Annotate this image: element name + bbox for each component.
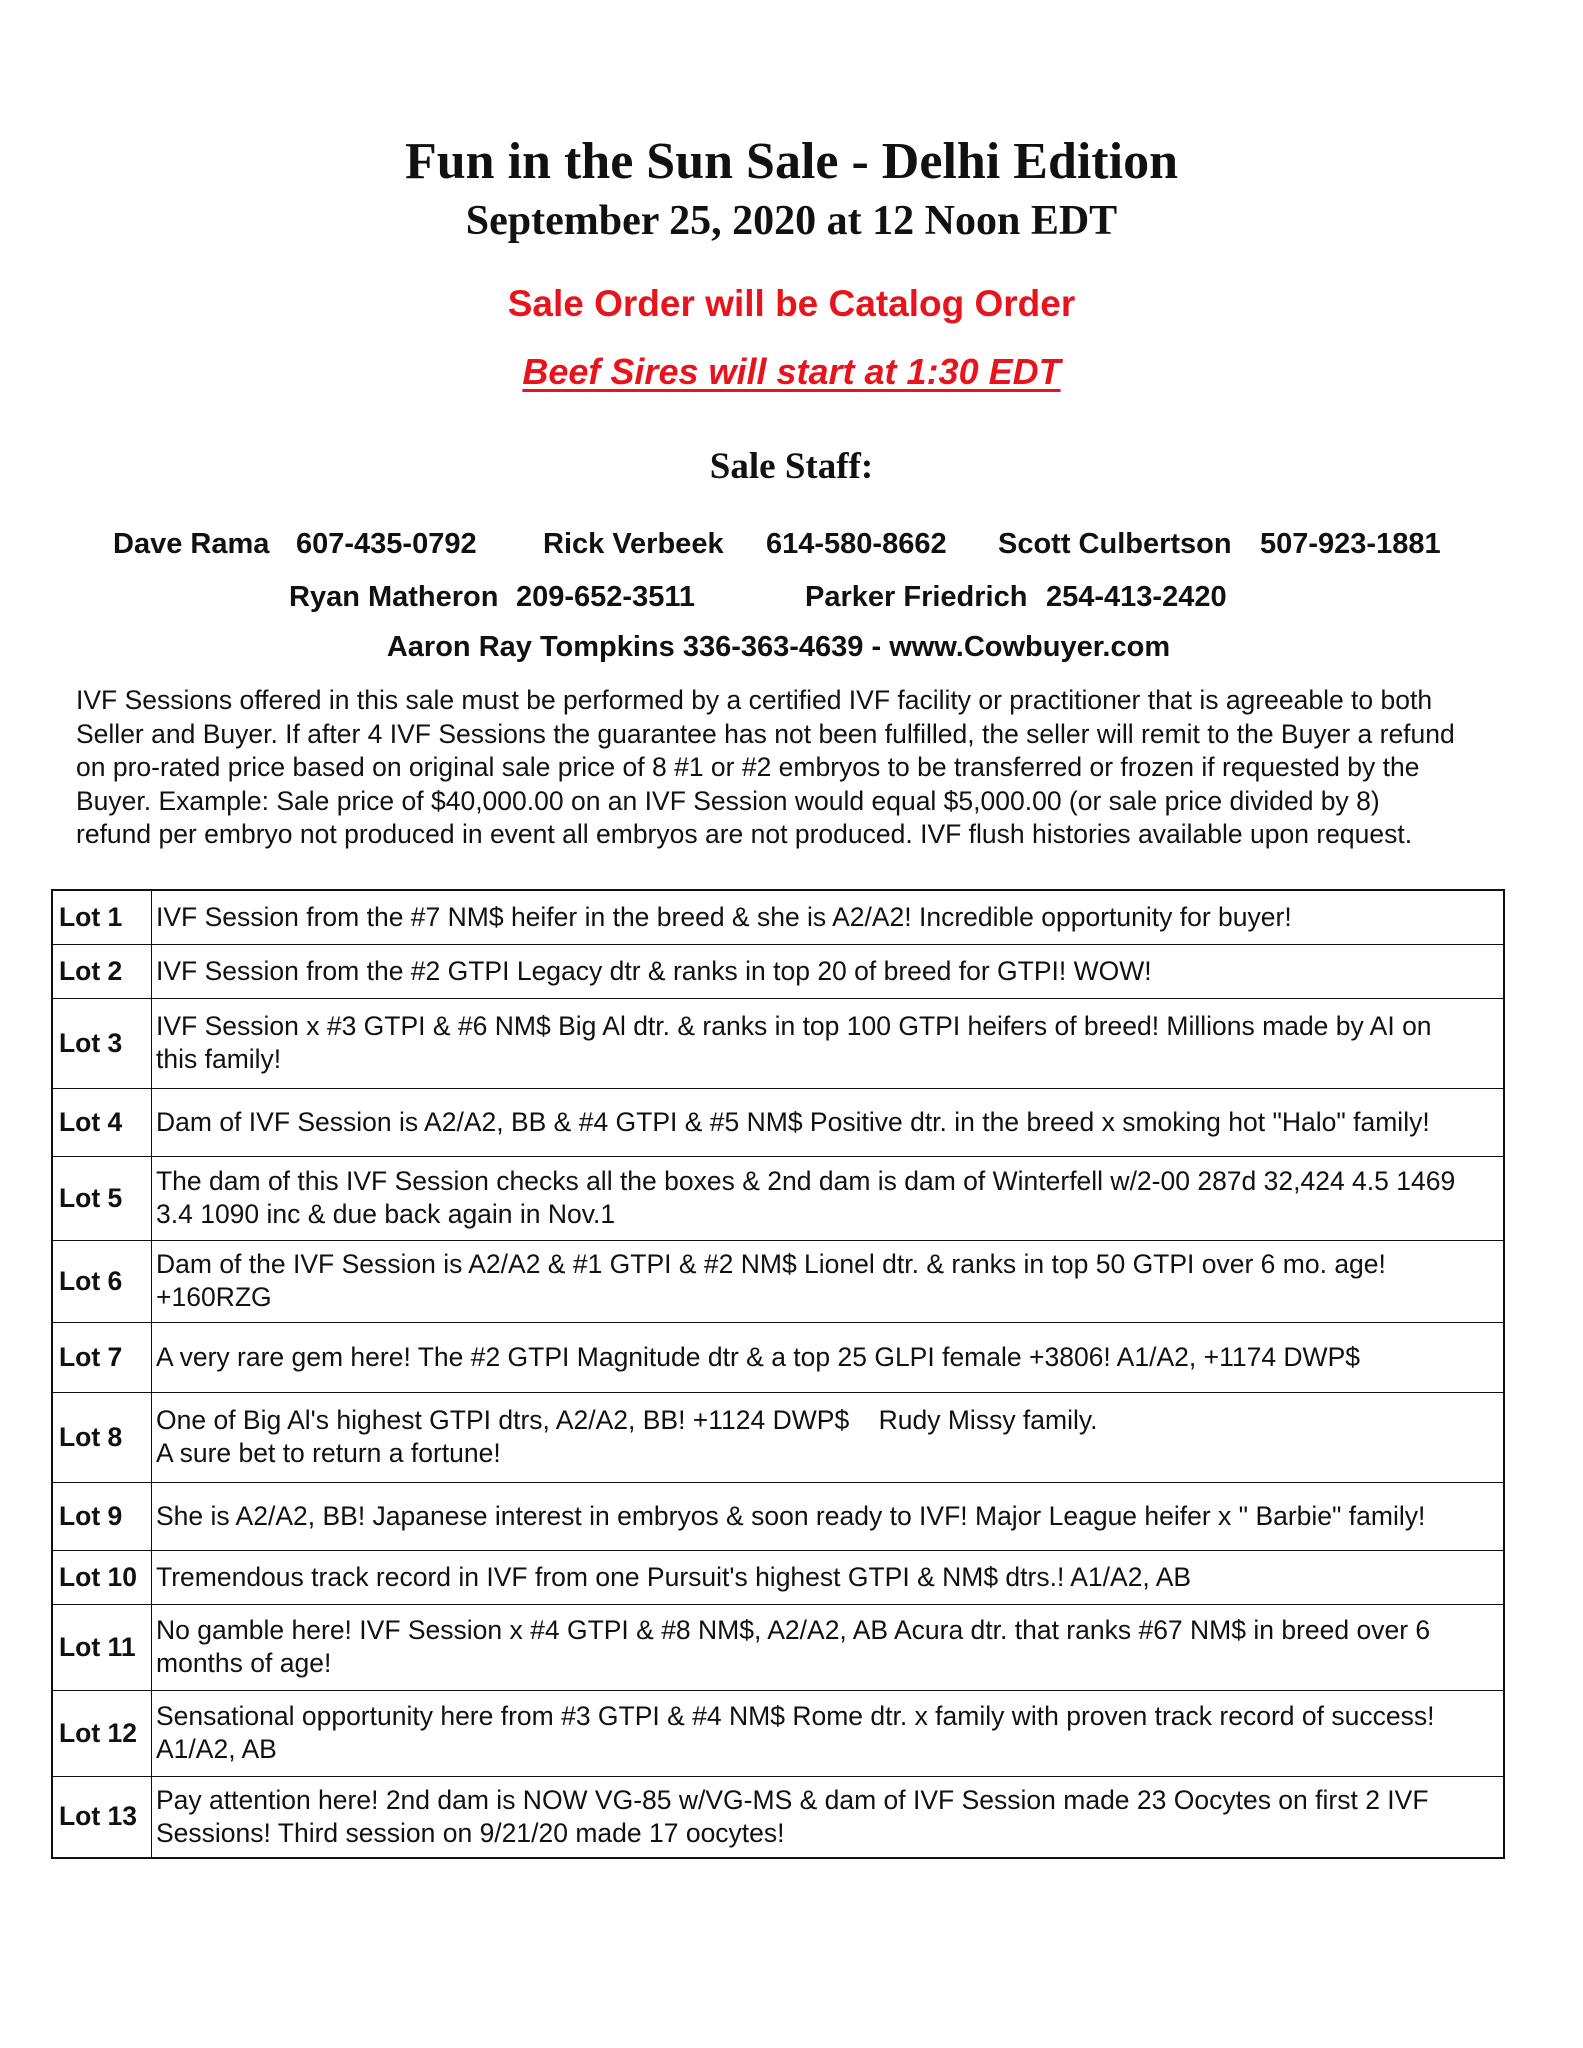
sale-staff-heading: Sale Staff: bbox=[709, 446, 874, 487]
staff-name-parker-friedrich: Parker Friedrich bbox=[805, 581, 1028, 613]
lot-description bbox=[152, 1482, 1505, 1550]
lot-description-line: months of age! bbox=[156, 1648, 332, 1678]
lot-description-line: Dam of IVF Session is A2/A2, BB & #4 GTPI & #5 NM$ Positive dtr. in the breed x smoking hot "Halo" family! bbox=[156, 1106, 1430, 1137]
lot-description bbox=[152, 944, 1505, 998]
lot-description-line: Sessions! Third session on 9/21/20 made 17 oocytes! bbox=[156, 1817, 785, 1848]
lot-row bbox=[52, 1604, 1504, 1690]
lot-row bbox=[52, 1322, 1504, 1392]
beef-sires-notice: Beef Sires will start at 1:30 EDT bbox=[522, 351, 1061, 392]
staff-phone-dave-rama: 607-435-0792 bbox=[296, 528, 477, 560]
lot-number: Lot 10 bbox=[52, 1550, 152, 1604]
lot-description-line: Sensational opportunity here from #3 GTPI & #4 NM$ Rome dtr. x family with proven track record of success! bbox=[156, 1701, 1435, 1731]
staff-name-dave-rama: Dave Rama bbox=[113, 528, 270, 560]
lot-description-line: Pay attention here! 2nd dam is NOW VG-85 w/VG-MS & dam of IVF Session made 23 Oocytes on first 2 IVF bbox=[156, 1784, 1429, 1815]
staff-phone-scott-culbertson: 507-923-1881 bbox=[1260, 528, 1441, 560]
lot-row bbox=[52, 1088, 1504, 1156]
staff-phone-parker-friedrich: 254-413-2420 bbox=[1046, 581, 1227, 613]
lot-description bbox=[152, 998, 1505, 1088]
lot-description-line: She is A2/A2, BB! Japanese interest in embryos & soon ready to IVF! Major League heifer x " Barbie" family! bbox=[156, 1500, 1426, 1531]
lot-description bbox=[152, 1088, 1505, 1156]
staff-aaron-line: Aaron Ray Tompkins 336-363-4639 - www.Cowbuyer.com bbox=[386, 631, 1171, 663]
page-subtitle: September 25, 2020 at 12 Noon EDT bbox=[465, 198, 1118, 244]
lot-description-line: Tremendous track record in IVF from one Pursuit's highest GTPI & NM$ dtrs.! A1/A2, AB bbox=[156, 1561, 1192, 1592]
lot-description bbox=[152, 1604, 1505, 1690]
lot-description-line: A very rare gem here! The #2 GTPI Magnitude dtr & a top 25 GLPI female +3806! A1/A2, +1174 DWP$ bbox=[156, 1341, 1360, 1372]
lot-description-line: A1/A2, AB bbox=[156, 1734, 277, 1764]
lot-row bbox=[52, 1392, 1504, 1482]
lot-description-line: IVF Session x #3 GTPI & #6 NM$ Big Al dtr. & ranks in top 100 GTPI heifers of breed! Millions made by AI on bbox=[156, 1011, 1432, 1041]
lot-description bbox=[152, 1776, 1505, 1858]
lot-description-line: A sure bet to return a fortune! bbox=[156, 1438, 501, 1468]
lot-row bbox=[52, 944, 1504, 998]
lot-number: Lot 5 bbox=[52, 1156, 152, 1240]
staff-name-scott-culbertson: Scott Culbertson bbox=[998, 528, 1232, 560]
lot-number: Lot 2 bbox=[52, 944, 152, 998]
lot-description-line: One of Big Al's highest GTPI dtrs, A2/A2, BB! +1124 DWP$ Rudy Missy family. bbox=[156, 1405, 1098, 1435]
lot-description bbox=[152, 1550, 1505, 1604]
lot-description bbox=[152, 1690, 1505, 1776]
page-title: Fun in the Sun Sale - Delhi Edition bbox=[405, 133, 1178, 190]
lot-row bbox=[52, 1550, 1504, 1604]
lot-description-line: 3.4 1090 inc & due back again in Nov.1 bbox=[156, 1199, 616, 1229]
lot-row bbox=[52, 998, 1504, 1088]
lot-description-line: +160RZG bbox=[156, 1282, 272, 1312]
lot-number: Lot 1 bbox=[52, 890, 152, 944]
staff-phone-ryan-matheron: 209-652-3511 bbox=[516, 581, 695, 613]
lot-row bbox=[52, 1690, 1504, 1776]
lot-number: Lot 11 bbox=[52, 1604, 152, 1690]
lot-number: Lot 8 bbox=[52, 1392, 152, 1482]
lot-description-line: Dam of the IVF Session is A2/A2 & #1 GTPI & #2 NM$ Lionel dtr. & ranks in top 50 GTPI over 6 mo. age! bbox=[156, 1249, 1386, 1279]
lots-table bbox=[51, 889, 1505, 1859]
lot-row bbox=[52, 890, 1504, 944]
lot-number: Lot 6 bbox=[52, 1240, 152, 1322]
lot-description-line: No gamble here! IVF Session x #4 GTPI & #8 NM$, A2/A2, AB Acura dtr. that ranks #67 NM$ in breed over 6 bbox=[156, 1615, 1431, 1645]
lot-description-line: IVF Session from the #7 NM$ heifer in the breed & she is A2/A2! Incredible opportunity for buyer! bbox=[156, 901, 1292, 932]
lot-row bbox=[52, 1776, 1504, 1858]
lot-row bbox=[52, 1156, 1504, 1240]
lot-number: Lot 4 bbox=[52, 1088, 152, 1156]
notice-line: IVF Sessions offered in this sale must be performed by a certified IVF facility or practitioner that is agreeable to both bbox=[76, 685, 1433, 715]
lot-description bbox=[152, 1156, 1505, 1240]
staff-name-rick-verbeek: Rick Verbeek bbox=[543, 528, 724, 560]
notice-line: refund per embryo not produced in event all embryos are not produced. IVF flush histories available upon request. bbox=[76, 819, 1413, 849]
notice-line: on pro-rated price based on original sale price of 8 #1 or #2 embryos to be transferred or frozen if requested by the bbox=[76, 752, 1420, 782]
lot-row bbox=[52, 1482, 1504, 1550]
lot-description-line: this family! bbox=[156, 1044, 282, 1074]
staff-name-ryan-matheron: Ryan Matheron bbox=[289, 581, 499, 613]
notice-line: Seller and Buyer. If after 4 IVF Sessions the guarantee has not been fulfilled, the seller will remit to the Buyer a refund bbox=[76, 718, 1455, 749]
lot-description bbox=[152, 1322, 1505, 1392]
lot-description-line: The dam of this IVF Session checks all the boxes & 2nd dam is dam of Winterfell w/2-00 287d 32,424 4.5 1469 bbox=[156, 1166, 1456, 1196]
lot-description bbox=[152, 1240, 1505, 1322]
lot-number: Lot 7 bbox=[52, 1322, 152, 1392]
notice-line: Buyer. Example: Sale price of $40,000.00 on an IVF Session would equal $5,000.00 (or sale price divided by 8) bbox=[76, 785, 1380, 816]
lot-number: Lot 9 bbox=[52, 1482, 152, 1550]
lot-description-line: IVF Session from the #2 GTPI Legacy dtr & ranks in top 20 of breed for GTPI! WOW! bbox=[156, 955, 1152, 986]
lot-row bbox=[52, 1240, 1504, 1322]
lot-number: Lot 3 bbox=[52, 998, 152, 1088]
lot-number: Lot 12 bbox=[52, 1690, 152, 1776]
ivf-guarantee-notice bbox=[76, 684, 1496, 852]
lot-description bbox=[152, 1392, 1505, 1482]
staff-phone-rick-verbeek: 614-580-8662 bbox=[766, 528, 947, 560]
lot-description bbox=[152, 890, 1505, 944]
sale-order-notice: Sale Order will be Catalog Order bbox=[507, 283, 1076, 324]
lot-number: Lot 13 bbox=[52, 1776, 152, 1858]
